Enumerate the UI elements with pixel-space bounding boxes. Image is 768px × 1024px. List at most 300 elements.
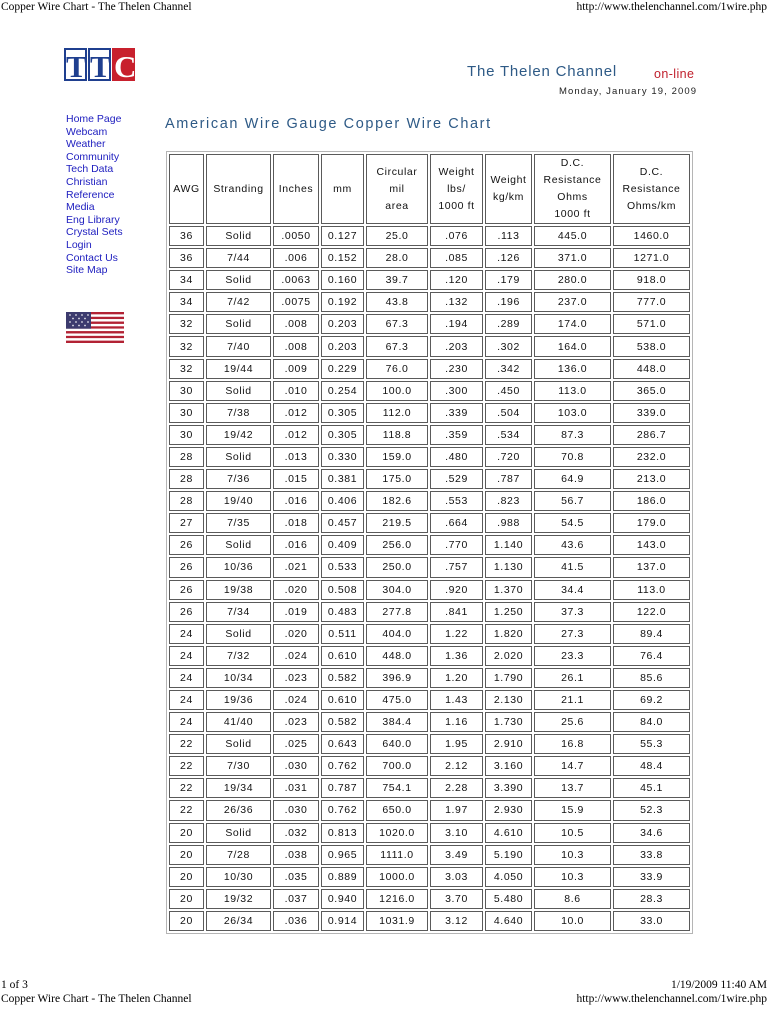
column-header xyxy=(430,154,483,224)
table-cell: 0.762 xyxy=(321,800,364,820)
table-cell: 0.889 xyxy=(321,867,364,887)
table-cell: 640.0 xyxy=(366,734,428,754)
table-cell: .015 xyxy=(273,469,319,489)
table-cell: 445.0 xyxy=(534,226,611,246)
table-row xyxy=(169,557,690,577)
table-cell: .289 xyxy=(485,314,532,334)
table-cell: 175.0 xyxy=(366,469,428,489)
table-cell: 777.0 xyxy=(613,292,690,312)
table-cell: 136.0 xyxy=(534,359,611,379)
table-cell: .020 xyxy=(273,624,319,644)
table-cell: 0.483 xyxy=(321,602,364,622)
table-row xyxy=(169,336,690,356)
table-cell: 0.203 xyxy=(321,336,364,356)
table-cell: .016 xyxy=(273,491,319,511)
table-cell: .841 xyxy=(430,602,483,622)
table-cell: 32 xyxy=(169,336,204,356)
table-row xyxy=(169,513,690,533)
table-cell: 179.0 xyxy=(613,513,690,533)
table-cell: 5.190 xyxy=(485,845,532,865)
table-cell: 3.160 xyxy=(485,756,532,776)
nav-link-reference[interactable]: Reference xyxy=(66,188,115,201)
table-cell: 7/34 xyxy=(206,602,271,622)
table-cell: 0.813 xyxy=(321,823,364,843)
table-cell: .030 xyxy=(273,800,319,820)
table-cell: 28 xyxy=(169,491,204,511)
table-cell: 2.910 xyxy=(485,734,532,754)
table-cell: 0.940 xyxy=(321,889,364,909)
table-cell: 700.0 xyxy=(366,756,428,776)
table-cell: 67.3 xyxy=(366,314,428,334)
table-cell: 26.1 xyxy=(534,668,611,688)
table-cell: 36 xyxy=(169,248,204,268)
table-cell: 3.12 xyxy=(430,911,483,931)
table-cell: 1216.0 xyxy=(366,889,428,909)
table-cell: 0.533 xyxy=(321,557,364,577)
table-cell: 0.610 xyxy=(321,646,364,666)
page-number: 1 of 3 xyxy=(1,979,28,991)
table-cell: 32 xyxy=(169,314,204,334)
table-cell: 1.43 xyxy=(430,690,483,710)
table-cell: 28.0 xyxy=(366,248,428,268)
column-header-line: Circular xyxy=(376,165,418,178)
table-row xyxy=(169,911,690,931)
table-cell: 448.0 xyxy=(613,359,690,379)
table-cell: 15.9 xyxy=(534,800,611,820)
table-cell: .120 xyxy=(430,270,483,290)
table-cell: Solid xyxy=(206,823,271,843)
table-cell: .076 xyxy=(430,226,483,246)
table-cell: 0.457 xyxy=(321,513,364,533)
table-cell: 14.7 xyxy=(534,756,611,776)
table-cell: .302 xyxy=(485,336,532,356)
table-cell: .0075 xyxy=(273,292,319,312)
table-cell: 1000.0 xyxy=(366,867,428,887)
table-cell: 1.250 xyxy=(485,602,532,622)
table-cell: Solid xyxy=(206,535,271,555)
table-cell: 448.0 xyxy=(366,646,428,666)
table-cell: 41.5 xyxy=(534,557,611,577)
nav-link-contact-us[interactable]: Contact Us xyxy=(66,251,118,264)
column-header-line: mm xyxy=(333,182,352,195)
table-cell: 19/32 xyxy=(206,889,271,909)
column-header-line: D.C. xyxy=(560,157,585,169)
table-cell: 0.787 xyxy=(321,778,364,798)
table-row xyxy=(169,292,690,312)
table-cell: Solid xyxy=(206,270,271,290)
table-cell: 30 xyxy=(169,425,204,445)
table-row xyxy=(169,491,690,511)
site-title: The Thelen Channel xyxy=(467,63,618,80)
table-cell: 0.762 xyxy=(321,756,364,776)
nav-link-site-map[interactable]: Site Map xyxy=(66,264,108,277)
table-cell: 3.10 xyxy=(430,823,483,843)
table-cell: 0.192 xyxy=(321,292,364,312)
nav-link-webcam[interactable]: Webcam xyxy=(66,125,108,138)
table-row xyxy=(169,800,690,820)
table-cell: 143.0 xyxy=(613,535,690,555)
table-cell: 5.480 xyxy=(485,889,532,909)
column-header xyxy=(273,154,319,224)
table-cell: 24 xyxy=(169,624,204,644)
nav-link-community[interactable]: Community xyxy=(66,150,120,163)
table-row xyxy=(169,381,690,401)
table-cell: 7/42 xyxy=(206,292,271,312)
table-cell: 1.140 xyxy=(485,535,532,555)
table-cell: .024 xyxy=(273,690,319,710)
column-header xyxy=(534,154,611,224)
table-cell: .196 xyxy=(485,292,532,312)
table-cell: Solid xyxy=(206,226,271,246)
table-cell: 7/28 xyxy=(206,845,271,865)
table-row xyxy=(169,889,690,909)
table-row xyxy=(169,425,690,445)
table-row xyxy=(169,778,690,798)
table-cell: 0.127 xyxy=(321,226,364,246)
table-cell: 19/34 xyxy=(206,778,271,798)
table-cell: Solid xyxy=(206,314,271,334)
column-header xyxy=(485,154,532,224)
table-cell: .0063 xyxy=(273,270,319,290)
table-cell: .787 xyxy=(485,469,532,489)
table-cell: 0.305 xyxy=(321,403,364,423)
table-cell: .534 xyxy=(485,425,532,445)
table-cell: 1.790 xyxy=(485,668,532,688)
table-cell: 3.49 xyxy=(430,845,483,865)
table-cell: .006 xyxy=(273,248,319,268)
table-cell: 286.7 xyxy=(613,425,690,445)
table-cell: 0.914 xyxy=(321,911,364,931)
table-cell: 76.0 xyxy=(366,359,428,379)
table-cell: 54.5 xyxy=(534,513,611,533)
table-row xyxy=(169,712,690,732)
table-cell: 384.4 xyxy=(366,712,428,732)
table-row xyxy=(169,535,690,555)
table-cell: .038 xyxy=(273,845,319,865)
table-cell: 52.3 xyxy=(613,800,690,820)
table-cell: .359 xyxy=(430,425,483,445)
table-cell: 64.9 xyxy=(534,469,611,489)
table-cell: 122.0 xyxy=(613,602,690,622)
table-cell: .988 xyxy=(485,513,532,533)
table-cell: 10.0 xyxy=(534,911,611,931)
table-cell: 232.0 xyxy=(613,447,690,467)
table-cell: 1020.0 xyxy=(366,823,428,843)
table-row xyxy=(169,248,690,268)
column-header-line: Resistance xyxy=(622,182,681,195)
sidebar-nav xyxy=(66,113,156,277)
table-cell: .664 xyxy=(430,513,483,533)
nav-link-crystal-sets[interactable]: Crystal Sets xyxy=(66,226,123,239)
table-cell: 34 xyxy=(169,292,204,312)
table-row xyxy=(169,226,690,246)
table-cell: 19/42 xyxy=(206,425,271,445)
table-cell: 24 xyxy=(169,712,204,732)
table-cell: 33.0 xyxy=(613,911,690,931)
table-cell: .179 xyxy=(485,270,532,290)
table-cell: 85.6 xyxy=(613,668,690,688)
table-cell: 56.7 xyxy=(534,491,611,511)
table-cell: 0.229 xyxy=(321,359,364,379)
column-header-line: area xyxy=(385,199,409,212)
table-cell: .342 xyxy=(485,359,532,379)
table-cell: 55.3 xyxy=(613,734,690,754)
table-cell: 24 xyxy=(169,668,204,688)
table-cell: 103.0 xyxy=(534,403,611,423)
ttc-logo[interactable] xyxy=(64,46,137,83)
table-cell: .035 xyxy=(273,867,319,887)
table-cell: 33.9 xyxy=(613,867,690,887)
nav-link-christian[interactable]: Christian xyxy=(66,175,108,188)
table-cell: 174.0 xyxy=(534,314,611,334)
table-cell: 100.0 xyxy=(366,381,428,401)
table-cell: .203 xyxy=(430,336,483,356)
table-cell: 137.0 xyxy=(613,557,690,577)
table-cell: .012 xyxy=(273,425,319,445)
table-cell: .504 xyxy=(485,403,532,423)
table-cell: 475.0 xyxy=(366,690,428,710)
table-cell: 16.8 xyxy=(534,734,611,754)
table-cell: 1271.0 xyxy=(613,248,690,268)
table-cell: 34.6 xyxy=(613,823,690,843)
table-row xyxy=(169,867,690,887)
table-cell: .036 xyxy=(273,911,319,931)
print-header-title: Copper Wire Chart - The Thelen Channel xyxy=(1,1,192,13)
table-cell: .019 xyxy=(273,602,319,622)
wire-gauge-table xyxy=(166,151,693,934)
table-cell: .016 xyxy=(273,535,319,555)
table-cell: 1.16 xyxy=(430,712,483,732)
table-cell: .023 xyxy=(273,712,319,732)
table-cell: 0.406 xyxy=(321,491,364,511)
table-cell: 1.95 xyxy=(430,734,483,754)
table-cell: 23.3 xyxy=(534,646,611,666)
table-row xyxy=(169,845,690,865)
table-cell: .132 xyxy=(430,292,483,312)
table-cell: 10/30 xyxy=(206,867,271,887)
table-cell: 219.5 xyxy=(366,513,428,533)
table-cell: 1460.0 xyxy=(613,226,690,246)
table-cell: 250.0 xyxy=(366,557,428,577)
table-cell: 24 xyxy=(169,690,204,710)
table-cell: .009 xyxy=(273,359,319,379)
logo-letter-t2: T xyxy=(90,49,111,84)
column-header-line: lbs/ xyxy=(447,182,466,195)
table-cell: 2.28 xyxy=(430,778,483,798)
table-cell: .529 xyxy=(430,469,483,489)
column-header-line: Ohms xyxy=(557,191,588,203)
table-cell: 69.2 xyxy=(613,690,690,710)
table-cell: 7/44 xyxy=(206,248,271,268)
table-cell: 159.0 xyxy=(366,447,428,467)
table-cell: 7/35 xyxy=(206,513,271,533)
table-cell: .021 xyxy=(273,557,319,577)
table-cell: 21.1 xyxy=(534,690,611,710)
table-cell: 26/36 xyxy=(206,800,271,820)
table-cell: .008 xyxy=(273,336,319,356)
table-cell: 396.9 xyxy=(366,668,428,688)
table-cell: 19/40 xyxy=(206,491,271,511)
table-cell: .012 xyxy=(273,403,319,423)
column-header-line: AWG xyxy=(173,182,200,195)
table-cell: 0.582 xyxy=(321,668,364,688)
column-header-line: Inches xyxy=(278,182,314,195)
table-cell: 36 xyxy=(169,226,204,246)
table-row xyxy=(169,690,690,710)
nav-link-tech-data[interactable]: Tech Data xyxy=(66,163,114,176)
table-cell: 13.7 xyxy=(534,778,611,798)
nav-link-weather[interactable]: Weather xyxy=(66,138,106,151)
table-cell: 0.965 xyxy=(321,845,364,865)
table-cell: .010 xyxy=(273,381,319,401)
table-cell: .126 xyxy=(485,248,532,268)
table-cell: .450 xyxy=(485,381,532,401)
table-cell: 20 xyxy=(169,845,204,865)
table-cell: 404.0 xyxy=(366,624,428,644)
table-cell: 118.8 xyxy=(366,425,428,445)
table-cell: 1.20 xyxy=(430,668,483,688)
table-cell: 20 xyxy=(169,889,204,909)
table-cell: .553 xyxy=(430,491,483,511)
table-cell: 2.12 xyxy=(430,756,483,776)
table-cell: 1.22 xyxy=(430,624,483,644)
logo-letter-c: C xyxy=(114,49,137,84)
nav-link-login[interactable]: Login xyxy=(66,238,92,251)
table-cell: 20 xyxy=(169,911,204,931)
table-cell: 164.0 xyxy=(534,336,611,356)
table-cell: 87.3 xyxy=(534,425,611,445)
nav-link-media[interactable]: Media xyxy=(66,201,95,214)
table-cell: 20 xyxy=(169,823,204,843)
column-header xyxy=(613,154,690,224)
column-header-line: kg/km xyxy=(492,191,524,203)
table-cell: 0.582 xyxy=(321,712,364,732)
table-cell: 2.020 xyxy=(485,646,532,666)
table-cell: 0.203 xyxy=(321,314,364,334)
table-cell: 365.0 xyxy=(613,381,690,401)
table-cell: 0.254 xyxy=(321,381,364,401)
table-cell: .020 xyxy=(273,580,319,600)
column-header-line: 1000 ft xyxy=(554,208,591,220)
table-cell: 2.130 xyxy=(485,690,532,710)
table-cell: 650.0 xyxy=(366,800,428,820)
table-row xyxy=(169,403,690,423)
table-cell: 41/40 xyxy=(206,712,271,732)
table-cell: 339.0 xyxy=(613,403,690,423)
table-cell: 1.370 xyxy=(485,580,532,600)
table-cell: 28 xyxy=(169,447,204,467)
table-cell: 3.03 xyxy=(430,867,483,887)
table-row xyxy=(169,668,690,688)
table-cell: 37.3 xyxy=(534,602,611,622)
table-cell: 10.3 xyxy=(534,867,611,887)
print-timestamp: 1/19/2009 11:40 AM xyxy=(670,979,767,991)
table-cell: 0.511 xyxy=(321,624,364,644)
table-cell: 26 xyxy=(169,580,204,600)
table-cell: 7/30 xyxy=(206,756,271,776)
table-cell: 28.3 xyxy=(613,889,690,909)
table-cell: 0.305 xyxy=(321,425,364,445)
column-header-line: D.C. xyxy=(639,165,664,178)
print-footer-title: Copper Wire Chart - The Thelen Channel xyxy=(1,993,192,1005)
logo-letter-t1: T xyxy=(66,49,87,84)
table-cell: .823 xyxy=(485,491,532,511)
table-cell: 76.4 xyxy=(613,646,690,666)
table-cell: .018 xyxy=(273,513,319,533)
table-cell: .720 xyxy=(485,447,532,467)
table-cell: .023 xyxy=(273,668,319,688)
table-cell: 0.409 xyxy=(321,535,364,555)
table-cell: 48.4 xyxy=(613,756,690,776)
table-cell: 20 xyxy=(169,867,204,887)
print-header-url: http://www.thelenchannel.com/1wire.php xyxy=(576,1,767,13)
table-cell: 4.050 xyxy=(485,867,532,887)
table-header-row xyxy=(169,154,690,224)
table-cell: 10/34 xyxy=(206,668,271,688)
table-cell: .757 xyxy=(430,557,483,577)
nav-link-home-page[interactable]: Home Page xyxy=(66,113,122,125)
table-cell: .480 xyxy=(430,447,483,467)
table-cell: 32 xyxy=(169,359,204,379)
table-row xyxy=(169,359,690,379)
table-cell: 304.0 xyxy=(366,580,428,600)
table-row xyxy=(169,270,690,290)
current-date: Monday, January 19, 2009 xyxy=(559,86,698,97)
table-row xyxy=(169,756,690,776)
table-cell: 371.0 xyxy=(534,248,611,268)
table-cell: 186.0 xyxy=(613,491,690,511)
table-cell: 43.6 xyxy=(534,535,611,555)
nav-link-eng-library[interactable]: Eng Library xyxy=(66,213,120,226)
column-header xyxy=(206,154,271,224)
table-cell: .025 xyxy=(273,734,319,754)
table-cell: 0.330 xyxy=(321,447,364,467)
column-header-line: Weight xyxy=(438,165,475,178)
table-cell: 0.152 xyxy=(321,248,364,268)
table-cell: 571.0 xyxy=(613,314,690,334)
table-row xyxy=(169,469,690,489)
table-cell: .194 xyxy=(430,314,483,334)
column-header-line: 1000 ft xyxy=(438,199,475,212)
table-cell: 213.0 xyxy=(613,469,690,489)
column-header xyxy=(321,154,364,224)
table-cell: Solid xyxy=(206,734,271,754)
table-cell: 45.1 xyxy=(613,778,690,798)
table-cell: 27.3 xyxy=(534,624,611,644)
table-cell: 39.7 xyxy=(366,270,428,290)
table-cell: 27 xyxy=(169,513,204,533)
table-cell: 25.0 xyxy=(366,226,428,246)
table-cell: 4.640 xyxy=(485,911,532,931)
table-cell: Solid xyxy=(206,381,271,401)
print-header xyxy=(0,0,768,14)
table-cell: 26 xyxy=(169,535,204,555)
table-cell: 1.730 xyxy=(485,712,532,732)
table-row xyxy=(169,646,690,666)
table-cell: .030 xyxy=(273,756,319,776)
table-cell: 1111.0 xyxy=(366,845,428,865)
table-cell: Solid xyxy=(206,447,271,467)
column-header-line: Stranding xyxy=(213,182,264,195)
table-cell: 256.0 xyxy=(366,535,428,555)
table-cell: 1.36 xyxy=(430,646,483,666)
us-flag-icon xyxy=(66,312,124,343)
table-cell: 70.8 xyxy=(534,447,611,467)
table-cell: 0.508 xyxy=(321,580,364,600)
table-cell: 34.4 xyxy=(534,580,611,600)
table-cell: 25.6 xyxy=(534,712,611,732)
table-cell: .085 xyxy=(430,248,483,268)
